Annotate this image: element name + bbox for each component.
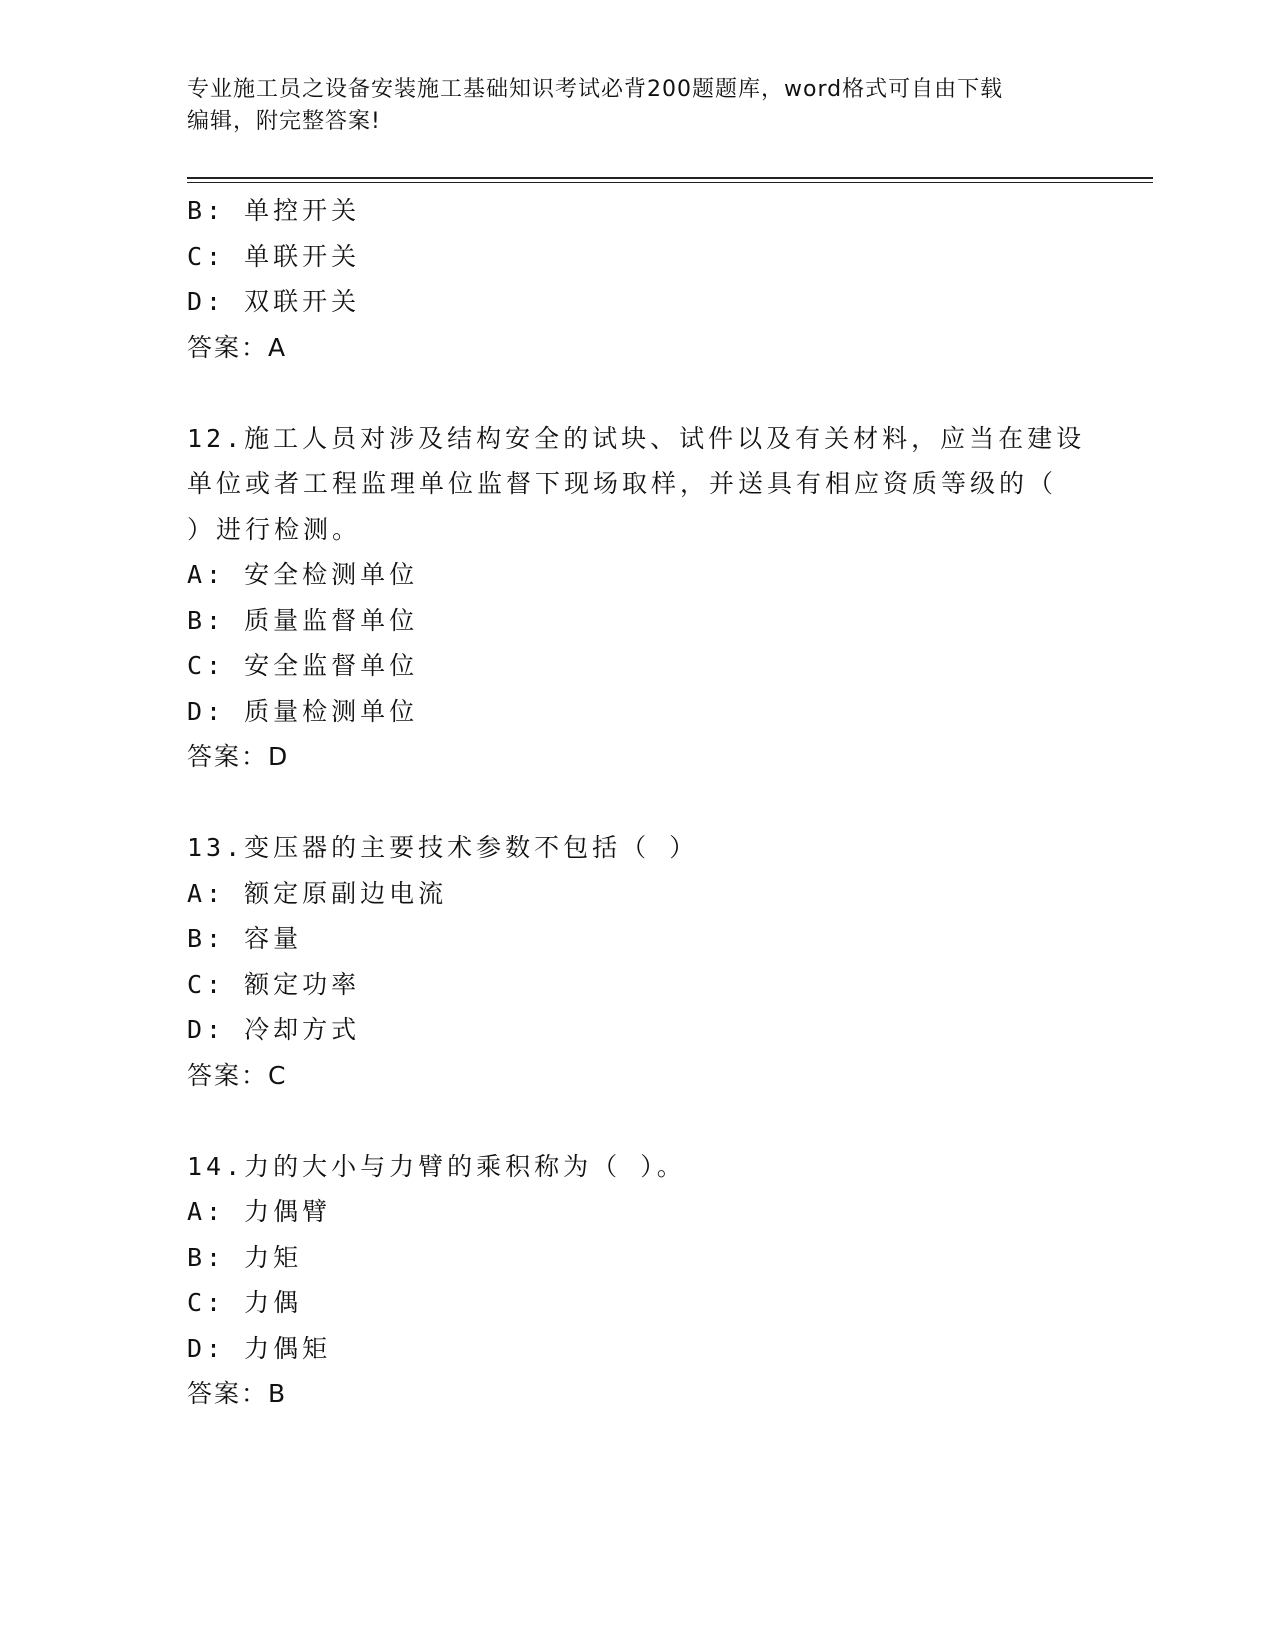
header-line-2: 编辑，附完整答案!	[187, 109, 381, 134]
header-rule-thick	[187, 177, 1153, 179]
option-a: A: 安全检测单位	[187, 560, 419, 589]
question-text-line: 12.施工人员对涉及结构安全的试块、试件以及有关材料，应当在建设	[187, 423, 1086, 453]
option-c: C: 单联开关	[187, 241, 361, 271]
question-text-line: ）进行检测。	[187, 514, 362, 544]
option-a: A: 力偶臂	[187, 1197, 332, 1226]
option-b: B: 容量	[187, 924, 303, 953]
option-a: A: 额定原副边电流	[187, 878, 448, 908]
answer-line: 答案：A	[187, 332, 288, 362]
answer-line: 答案：B	[187, 1379, 288, 1408]
question-text-line: 单位或者工程监理单位监督下现场取样，并送具有相应资质等级的（	[187, 469, 1058, 498]
option-b: B: 力矩	[187, 1242, 303, 1272]
option-b: B: 质量监督单位	[187, 605, 419, 635]
question-text-line: 14.力的大小与力臂的乘积称为（ ）。	[187, 1151, 686, 1181]
answer-line: 答案：D	[187, 742, 290, 771]
option-b: B: 单控开关	[187, 196, 361, 225]
option-c: C: 力偶	[187, 1288, 303, 1317]
option-c: C: 安全监督单位	[187, 651, 419, 680]
question-block-13	[187, 825, 1087, 1098]
document-header	[187, 74, 1067, 138]
question-text-line: 13.变压器的主要技术参数不包括（ ）	[187, 833, 699, 862]
header-rule-thin	[187, 182, 1153, 183]
question-block-12	[187, 416, 1087, 780]
question-list	[187, 188, 1087, 1417]
option-d: D: 力偶矩	[187, 1333, 332, 1363]
answer-line: 答案：C	[187, 1060, 288, 1090]
option-c: C: 额定功率	[187, 969, 361, 999]
question-block-11	[187, 188, 1087, 370]
option-d: D: 质量检测单位	[187, 696, 419, 726]
header-line-1: 专业施工员之设备安装施工基础知识考试必背200题题库，word格式可自由下载	[187, 77, 1004, 102]
option-d: D: 冷却方式	[187, 1015, 361, 1044]
question-block-14	[187, 1144, 1087, 1417]
block-spacer	[187, 370, 1087, 416]
block-spacer	[187, 780, 1087, 826]
block-spacer	[187, 1098, 1087, 1144]
option-d: D: 双联开关	[187, 287, 361, 316]
